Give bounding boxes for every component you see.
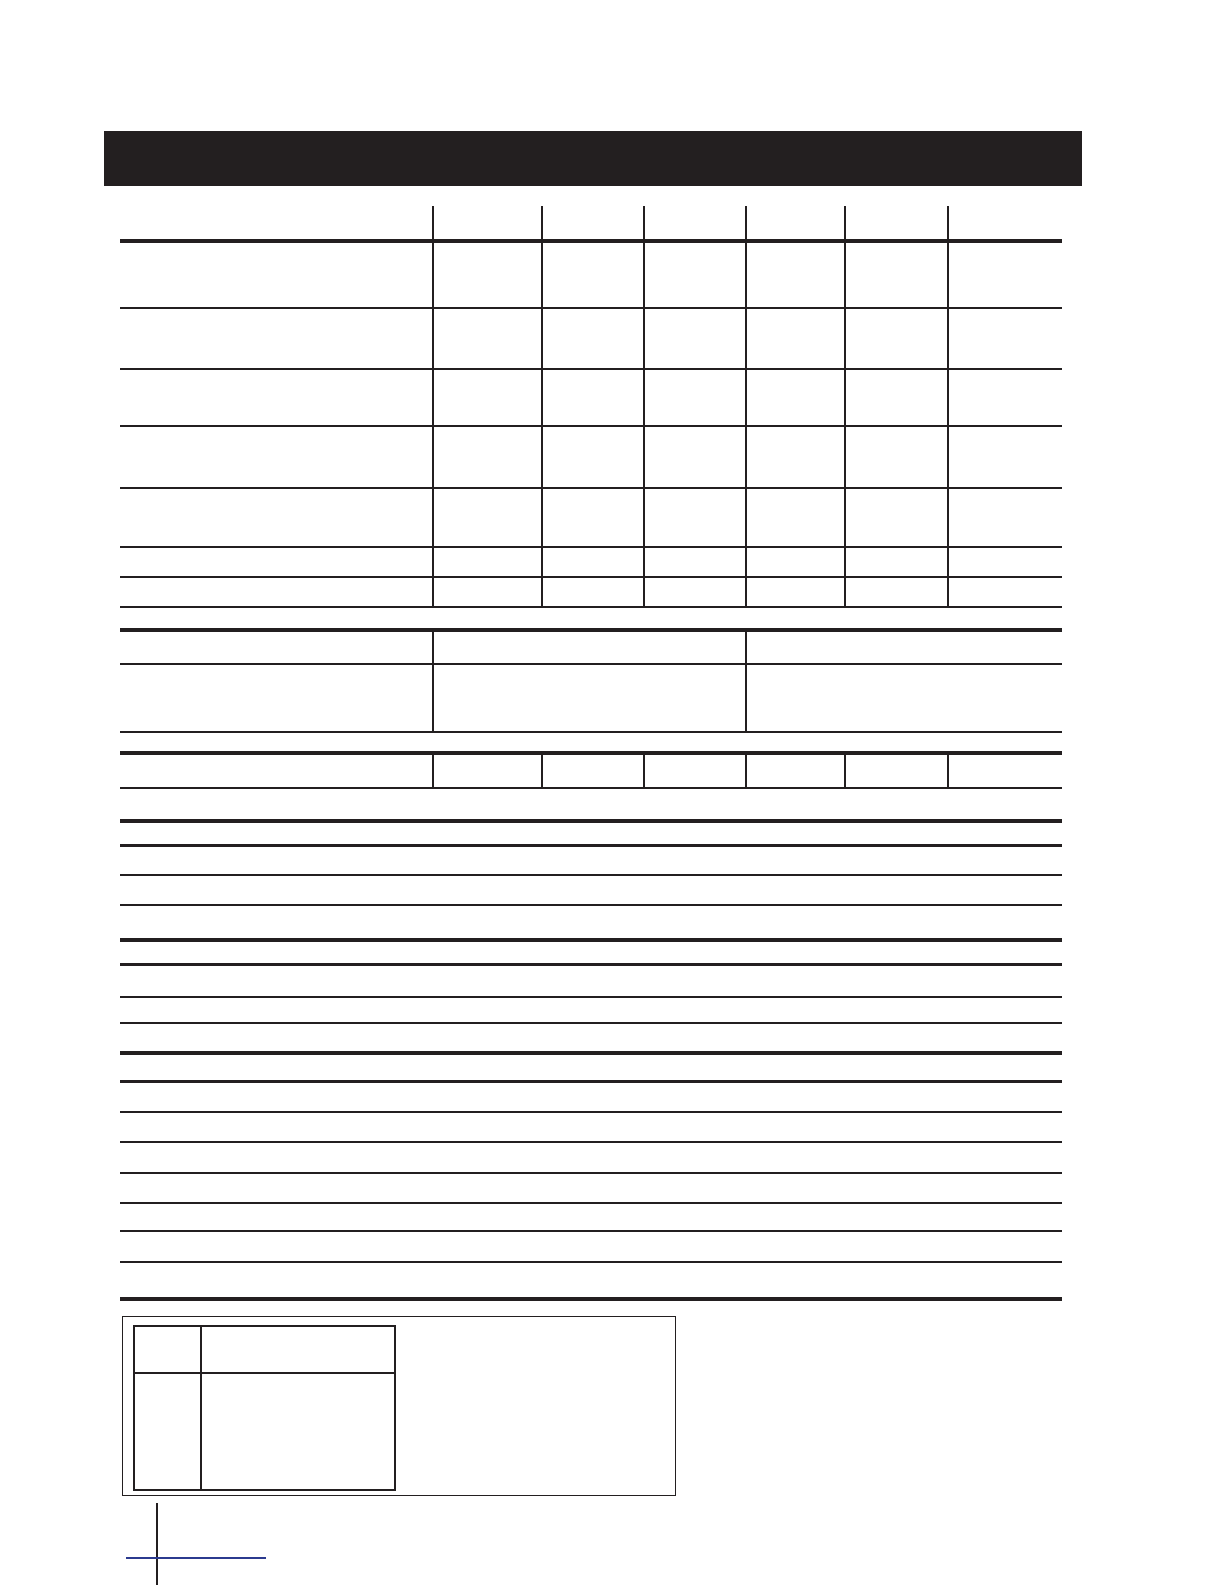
legend-column-divider xyxy=(200,1327,202,1489)
entry-line xyxy=(120,963,1062,966)
table-column-divider xyxy=(541,206,543,606)
entry-line xyxy=(120,1261,1062,1263)
table-top-rule xyxy=(120,239,1062,243)
entry-line xyxy=(120,1080,1062,1083)
row-table-column-divider xyxy=(844,755,846,787)
group-top-rule xyxy=(120,1051,1062,1055)
entry-line xyxy=(120,904,1062,906)
leader-line xyxy=(156,1503,158,1585)
row-table-column-divider xyxy=(745,755,747,787)
entry-line xyxy=(120,1202,1062,1204)
legend-inner-table xyxy=(133,1325,396,1491)
table-column-divider xyxy=(947,206,949,606)
table-column-divider xyxy=(643,206,645,606)
table-column-divider xyxy=(432,206,434,606)
entry-line xyxy=(120,1141,1062,1143)
header-bar xyxy=(104,131,1082,186)
table-column-divider xyxy=(745,206,747,606)
table-row-divider xyxy=(120,307,1062,309)
entry-line xyxy=(120,1172,1062,1174)
row-table-column-divider xyxy=(541,755,543,787)
table-row-divider xyxy=(120,487,1062,489)
entry-line xyxy=(120,1111,1062,1113)
row-table-top-rule xyxy=(120,751,1062,755)
section-row-divider xyxy=(120,663,1062,665)
table-row-divider xyxy=(120,576,1062,578)
section-top-rule xyxy=(120,628,1062,632)
link-underline[interactable] xyxy=(126,1557,266,1559)
table-row-divider xyxy=(120,546,1062,548)
group-top-rule xyxy=(120,938,1062,942)
section-bottom-rule xyxy=(120,731,1062,733)
row-table-column-divider xyxy=(947,755,949,787)
row-table-bottom-rule xyxy=(120,787,1062,789)
entry-line xyxy=(120,1230,1062,1232)
table-row-divider xyxy=(120,368,1062,370)
entry-line xyxy=(120,844,1062,847)
row-table-column-divider xyxy=(432,755,434,787)
row-table-column-divider xyxy=(643,755,645,787)
legend-row-divider xyxy=(135,1372,394,1374)
group-top-rule xyxy=(120,819,1062,823)
group-bottom-rule xyxy=(120,1297,1062,1301)
section-column-divider xyxy=(432,632,434,731)
table-column-divider xyxy=(844,206,846,606)
table-bottom-rule xyxy=(120,606,1062,608)
entry-line xyxy=(120,1022,1062,1024)
table-row-divider xyxy=(120,425,1062,427)
section-column-divider xyxy=(745,632,747,731)
entry-line xyxy=(120,874,1062,876)
entry-line xyxy=(120,996,1062,998)
